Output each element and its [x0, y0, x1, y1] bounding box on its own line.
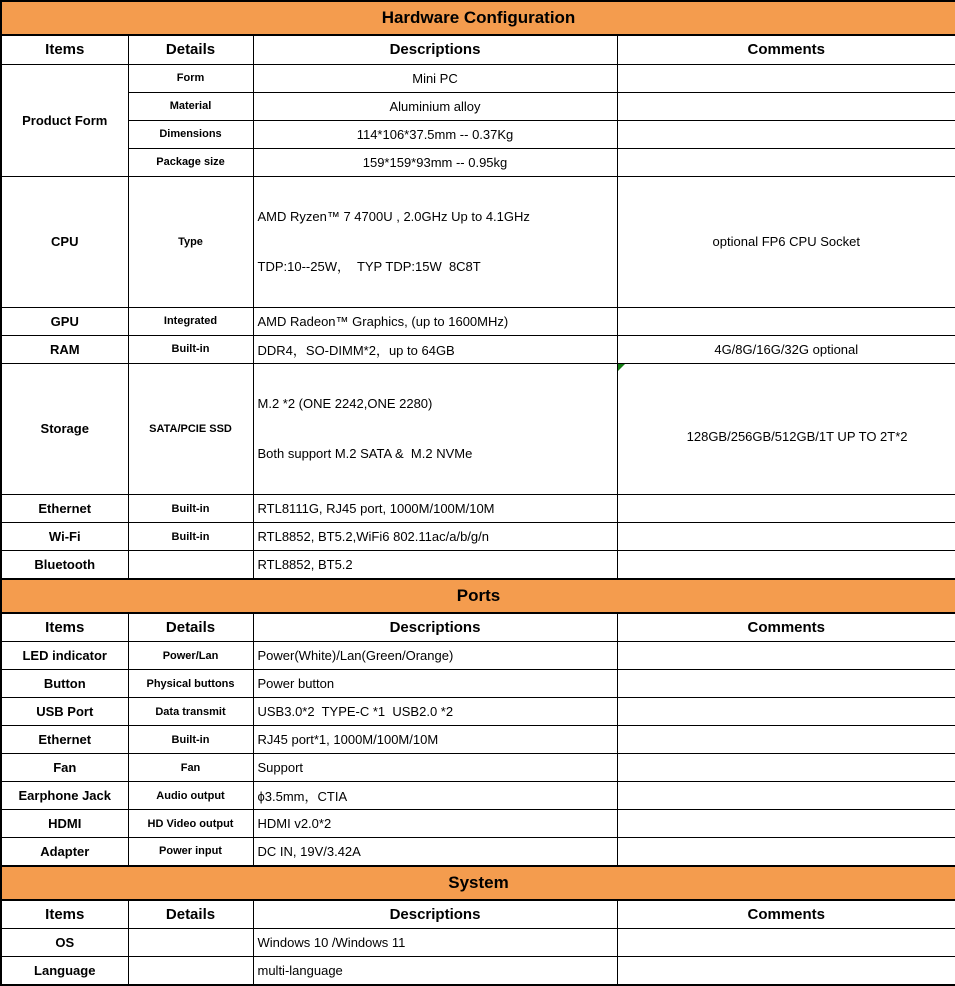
detail-cell: Built-in	[128, 335, 253, 363]
description-line: AMD Ryzen™ 7 4700U , 2.0GHz Up to 4.1GHz	[257, 208, 530, 224]
table-row	[1, 782, 955, 810]
column-header-row	[1, 900, 955, 929]
table-row	[1, 957, 955, 985]
description-cell: 159*159*93mm -- 0.95kg	[253, 148, 617, 176]
comment-cell	[617, 92, 955, 120]
comment-cell	[617, 754, 955, 782]
table-row	[1, 148, 955, 176]
item-cell: HDMI	[1, 810, 128, 838]
section-bar-system	[1, 866, 955, 900]
table-row	[1, 810, 955, 838]
description-cell: Mini PC	[253, 64, 617, 92]
description-cell	[253, 176, 617, 307]
detail-cell	[128, 957, 253, 985]
table-row	[1, 307, 955, 335]
table-row	[1, 335, 955, 363]
table-row	[1, 551, 955, 579]
comment-cell	[617, 670, 955, 698]
comment-cell	[617, 551, 955, 579]
detail-cell: Integrated	[128, 307, 253, 335]
description-cell: Aluminium alloy	[253, 92, 617, 120]
item-cell: Bluetooth	[1, 551, 128, 579]
column-header-row	[1, 613, 955, 642]
description-cell: Power button	[253, 670, 617, 698]
table-row	[1, 523, 955, 551]
table-row	[1, 495, 955, 523]
comment-cell	[617, 810, 955, 838]
comment-cell	[617, 782, 955, 810]
comment-cell: 4G/8G/16G/32G optional	[617, 335, 955, 363]
detail-cell: HD Video output	[128, 810, 253, 838]
column-header-comments: Comments	[617, 35, 955, 64]
description-line: Both support M.2 SATA & M.2 NVMe	[257, 445, 473, 461]
detail-cell: Power input	[128, 838, 253, 866]
item-cell: Wi-Fi	[1, 523, 128, 551]
description-cell: RTL8852, BT5.2,WiFi6 802.11ac/a/b/g/n	[253, 523, 617, 551]
description-cell: Power(White)/Lan(Green/Orange)	[253, 642, 617, 670]
table-row	[1, 726, 955, 754]
item-cell: GPU	[1, 307, 128, 335]
item-cell: Fan	[1, 754, 128, 782]
section-title-hardware: Hardware Configuration	[1, 1, 955, 35]
item-cell: CPU	[1, 176, 128, 307]
detail-cell: Built-in	[128, 523, 253, 551]
item-cell: Adapter	[1, 838, 128, 866]
table-row	[1, 754, 955, 782]
table-row	[1, 929, 955, 957]
description-cell: RTL8111G, RJ45 port, 1000M/100M/10M	[253, 495, 617, 523]
detail-cell: Material	[128, 92, 253, 120]
description-cell: RJ45 port*1, 1000M/100M/10M	[253, 726, 617, 754]
description-cell	[253, 363, 617, 494]
comment-cell	[617, 307, 955, 335]
column-header-details: Details	[128, 35, 253, 64]
item-cell: Product Form	[1, 64, 128, 176]
description-cell: AMD Radeon™ Graphics, (up to 1600MHz)	[253, 307, 617, 335]
detail-cell: Power/Lan	[128, 642, 253, 670]
item-cell: Earphone Jack	[1, 782, 128, 810]
table-row	[1, 92, 955, 120]
comment-cell: optional FP6 CPU Socket	[617, 176, 955, 307]
column-header-comments: Comments	[617, 900, 955, 929]
item-cell: OS	[1, 929, 128, 957]
table-row	[1, 64, 955, 92]
column-header-details: Details	[128, 900, 253, 929]
detail-cell: Data transmit	[128, 698, 253, 726]
description-cell: DDR4，SO-DIMM*2，up to 64GB	[253, 335, 617, 363]
detail-cell: Audio output	[128, 782, 253, 810]
description-line: TDP:10--25W， TYP TDP:15W 8C8T	[257, 258, 481, 274]
comment-cell	[617, 523, 955, 551]
table-row	[1, 698, 955, 726]
description-cell: 114*106*37.5mm -- 0.37Kg	[253, 120, 617, 148]
detail-cell	[128, 551, 253, 579]
section-title-system: System	[1, 866, 955, 900]
description-cell: HDMI v2.0*2	[253, 810, 617, 838]
description-cell: ϕ3.5mm，CTIA	[253, 782, 617, 810]
item-cell: Button	[1, 670, 128, 698]
table-row	[1, 176, 955, 307]
cell-corner-marker	[618, 364, 625, 371]
item-cell: Storage	[1, 363, 128, 494]
detail-cell: Physical buttons	[128, 670, 253, 698]
comment-cell	[617, 929, 955, 957]
column-header-details: Details	[128, 613, 253, 642]
item-cell: Ethernet	[1, 726, 128, 754]
detail-cell: Built-in	[128, 495, 253, 523]
item-cell: LED indicator	[1, 642, 128, 670]
description-cell: RTL8852, BT5.2	[253, 551, 617, 579]
comment-cell	[617, 698, 955, 726]
comment-cell	[617, 120, 955, 148]
comment-cell	[617, 726, 955, 754]
column-header-items: Items	[1, 900, 128, 929]
section-title-ports: Ports	[1, 579, 955, 613]
table-row	[1, 838, 955, 866]
comment-cell	[617, 64, 955, 92]
table-row	[1, 120, 955, 148]
detail-cell: Package size	[128, 148, 253, 176]
column-header-comments: Comments	[617, 613, 955, 642]
comment-cell	[617, 957, 955, 985]
section-bar-ports	[1, 579, 955, 613]
comment-cell	[617, 642, 955, 670]
item-cell: Language	[1, 957, 128, 985]
comment-cell	[617, 838, 955, 866]
item-cell: RAM	[1, 335, 128, 363]
detail-cell: SATA/PCIE SSD	[128, 363, 253, 494]
section-bar-hardware	[1, 1, 955, 35]
detail-cell: Form	[128, 64, 253, 92]
column-header-items: Items	[1, 35, 128, 64]
detail-cell: Dimensions	[128, 120, 253, 148]
column-header-row	[1, 35, 955, 64]
description-cell: Support	[253, 754, 617, 782]
column-header-items: Items	[1, 613, 128, 642]
comment-text: 128GB/256GB/512GB/1T UP TO 2T*2	[686, 428, 908, 444]
description-cell: multi-language	[253, 957, 617, 985]
table-row	[1, 670, 955, 698]
column-header-descriptions: Descriptions	[253, 900, 617, 929]
table-row	[1, 642, 955, 670]
detail-cell: Built-in	[128, 726, 253, 754]
comment-cell	[617, 495, 955, 523]
detail-cell	[128, 929, 253, 957]
description-line: M.2 *2 (ONE 2242,ONE 2280)	[257, 395, 433, 411]
item-cell: USB Port	[1, 698, 128, 726]
table-row	[1, 363, 955, 494]
detail-cell: Type	[128, 176, 253, 307]
column-header-descriptions: Descriptions	[253, 613, 617, 642]
description-cell: USB3.0*2 TYPE-C *1 USB2.0 *2	[253, 698, 617, 726]
item-cell: Ethernet	[1, 495, 128, 523]
comment-cell	[617, 363, 955, 494]
description-cell: Windows 10 /Windows 11	[253, 929, 617, 957]
description-cell: DC IN, 19V/3.42A	[253, 838, 617, 866]
detail-cell: Fan	[128, 754, 253, 782]
column-header-descriptions: Descriptions	[253, 35, 617, 64]
comment-cell	[617, 148, 955, 176]
